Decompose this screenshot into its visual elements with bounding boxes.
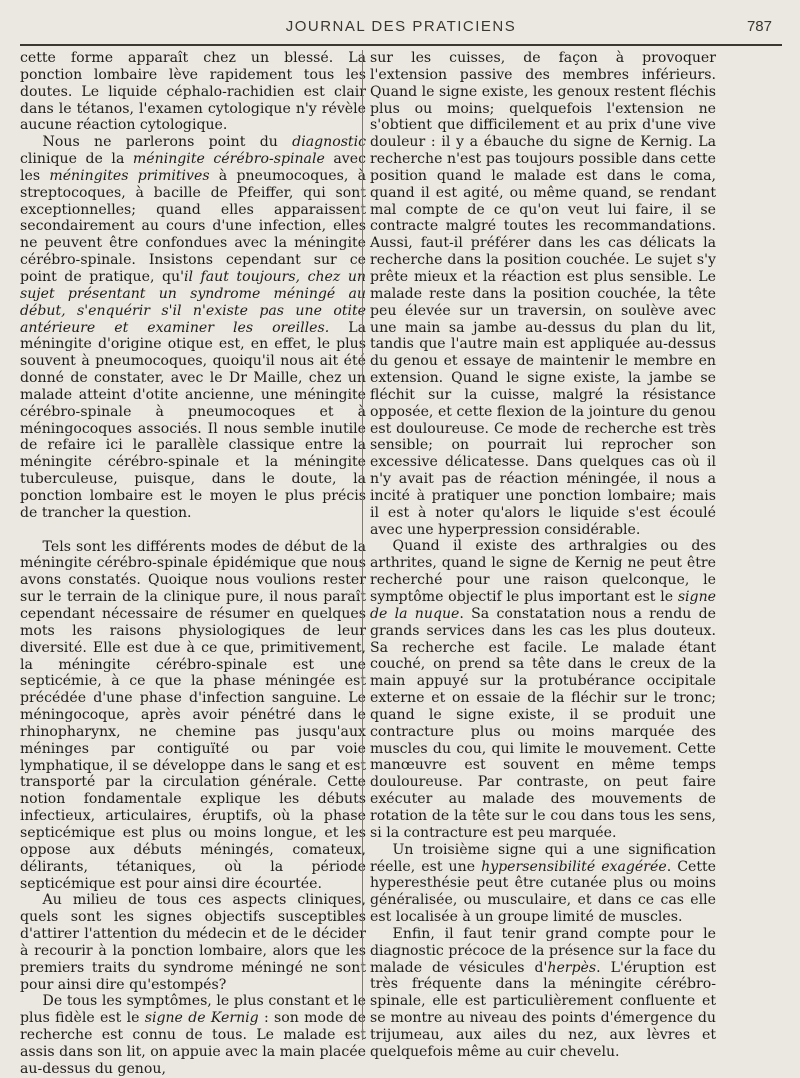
paragraph xyxy=(370,926,716,1061)
text-run: à pneumocoques, à streptocoques, à bacille de Pfeiffer, qui sont exceptionnelles; quand elles apparaissent secondairement au cours d'une infection, elles ne peuvent être confondues avec la méningite cérébro-spinale. Insistons cependant sur ce point de pratique, qu' xyxy=(20,167,366,285)
running-title: JOURNAL DES PRATICIENS xyxy=(285,18,517,35)
text-run: . L'éruption est très fréquente dans la méningite cérébro-spinale, elle est particulièrement confluente et se montre au niveau des points d'émergence du trijumeau, aux ailes du nez, aux lèvres et quelquefois même au cuir chevelu. xyxy=(370,959,716,1060)
text-run: avec les xyxy=(20,151,366,184)
header-rule xyxy=(20,44,782,46)
right-column xyxy=(370,50,716,1060)
text-run: . Sa constatation nous a rendu de grands services dans les cas les plus douteux. Sa recherche est facile. Le malade étant couché, on prend sa tête dans le creux de la main appuyé sur la protubérance occipitale externe et on essaie de la fléchir sur le tronc; quand le signe existe, il se produit une contracture plus ou moins marquée des muscles du cou, qui limite le mouvement. Cette manœuvre est souvent en même temps douloureuse. Par contraste, on peut faire exécuter au malade des mouvements de rotation de la tête sur le cou dans tous les sens, si la contracture est peu marquée. xyxy=(370,605,716,841)
text-run: Nous ne parlerons point du xyxy=(42,134,293,151)
paragraph: Tels sont les différents modes de début de la méningite cérébro-spinale épidémique que nous avons constatés. Quoique nous voulions rester sur le terrain de la clinique pure, il nous paraît cependant nécessaire de résumer en quelques mots les raisons physiologiques de leur diversité. Elle est due à ce que, primitivement, la méningite cérébro-spinale est une septicémie, à ce que la phase méningée est précédée d'une phase d'infection sanguine. Le méningocoque, après avoir pénétré dans le rhinopharynx, ne chemine pas jusqu'aux méninges par contiguïté ou par voie lymphatique, il se développe dans le sang et est transporté par la circulation générale. Cette notion fondamentale explique les débuts infectieux, articulaires, éruptifs, où la phase septicémique est plus ou moins longue, et les oppose aux débuts méningés, comateux, délirants, tétaniques, où la période septicémique est pour ainsi dire écourtée. xyxy=(20,538,366,892)
text-run: Quand il existe des arthralgies ou des arthrites, quand le signe de Kernig ne peut être recherché pour une raison quelconque, le symptôme objectif le plus important est le xyxy=(370,538,716,605)
text-run: Un troisième signe qui a une signification réelle, est une xyxy=(370,841,716,875)
left-column xyxy=(20,50,366,1077)
paragraph: sur les cuisses, de façon à provoquer l'extension passive des membres inférieurs. Quand le signe existe, les genoux restent fléchis plus ou moins; quelquefois l'extension ne s'obtient que difficilement et au prix d'une vive douleur : il y a ébauche du signe de Kernig. La recherche n'est pas toujours possible dans cette position quand le malade est dans le coma, quand il est agité, ou même quand, se rendant mal compte de ce qu'on veut lui faire, il se contracte malgré toutes les recommandations. Aussi, faut-il préférer dans les cas délicats la recherche dans la position couchée. Le sujet s'y prête mieux et la réaction est plus sensible. Le malade reste dans la position couchée, la tête peu élevée sur un traversin, on soulève avec une main sa jambe au-dessus du plan du lit, tandis que l'autre main est appliquée au-dessus du genou et essaye de maintenir le membre en extension. Quand le signe existe, la jambe se fléchit sur la cuisse, malgré la résistance opposée, et cette flexion de la jointure du genou est douloureuse. Ce mode de recherche est très sensible; on pourrait lui reprocher son excessive délicatesse. Dans quelques cas où il n'y avait pas de réaction méningée, il nous a incité à pratiquer une ponction lombaire; mais il est à noter qu'alors le liquide s'est écoulé avec une hyperpression considérable. xyxy=(370,50,716,538)
italic-run: hypersensibilité exagérée xyxy=(481,858,667,875)
paragraph xyxy=(20,134,366,521)
text-run: clinique de la xyxy=(20,151,133,168)
paragraph xyxy=(20,993,366,1077)
paragraph: cette forme apparaît chez un blessé. La ponction lombaire lève rapidement tous les doutes. Le liquide céphalo-rachidien est clair dans le tétanos, l'examen cytologique n'y révèle aucune réaction cytologique. xyxy=(20,50,366,134)
paragraph xyxy=(370,842,716,926)
text-run: De tous les symptômes, le plus constant et le plus fidèle est le xyxy=(20,993,366,1027)
text-run: La méningite d'origine otique est, en effet, le plus souvent à pneumocoques, quoiqu'il nous ait été donné de constater, avec le Dr Maille, chez un malade atteint d'otite ancienne, une méningite cérébro-spinale à pneumocoques et à méningocoques associés. Il nous semble inutile de refaire ici le parallèle classique entre la méningite cérébro-spinale et la méningite tuberculeuse, puisque, dans le doute, la ponction lombaire est le moyen le plus précis de trancher la question. xyxy=(20,319,366,521)
text-run: . Cette hyperesthésie peut être cutanée plus ou moins généralisée, ou musculaire, et dans ce cas elle est localisée à un groupe limité de muscles. xyxy=(370,858,716,926)
italic-run: méningites primitives xyxy=(49,167,210,184)
page-header xyxy=(20,14,782,42)
italic-run: signe de la nuque xyxy=(370,589,716,622)
text-run: Enfin, il faut tenir grand compte pour le diagnostic précoce de la présence sur la face du malade de vésicules d' xyxy=(370,925,716,976)
paragraph: Au milieu de tous ces aspects cliniques, quels sont les signes objectifs susceptibles d'attirer l'attention du médecin et de le décider à recourir à la ponction lombaire, alors que les premiers traits du syndrome méningé ne sont pour ainsi dire qu'estompés? xyxy=(20,892,366,993)
column-divider xyxy=(362,50,363,1040)
italic-run: diagnostic xyxy=(292,134,366,151)
page-number: 787 xyxy=(746,18,772,35)
italic-run: herpès xyxy=(547,959,597,976)
italic-run: méningite cérébro-spinale xyxy=(132,151,325,168)
italic-run: il faut toujours, chez un sujet présentant un syndrome méningé au début, s'enquérir s'il n'existe pas une otite antérieure et examiner les oreilles. xyxy=(20,268,366,336)
italic-run: signe de Kernig xyxy=(144,1010,259,1027)
text-run: : son mode de recherche est connu de tous. Le malade est assis dans son lit, on appuie avec la main placée au-dessus du genou, xyxy=(20,1010,366,1077)
paragraph xyxy=(370,538,716,841)
